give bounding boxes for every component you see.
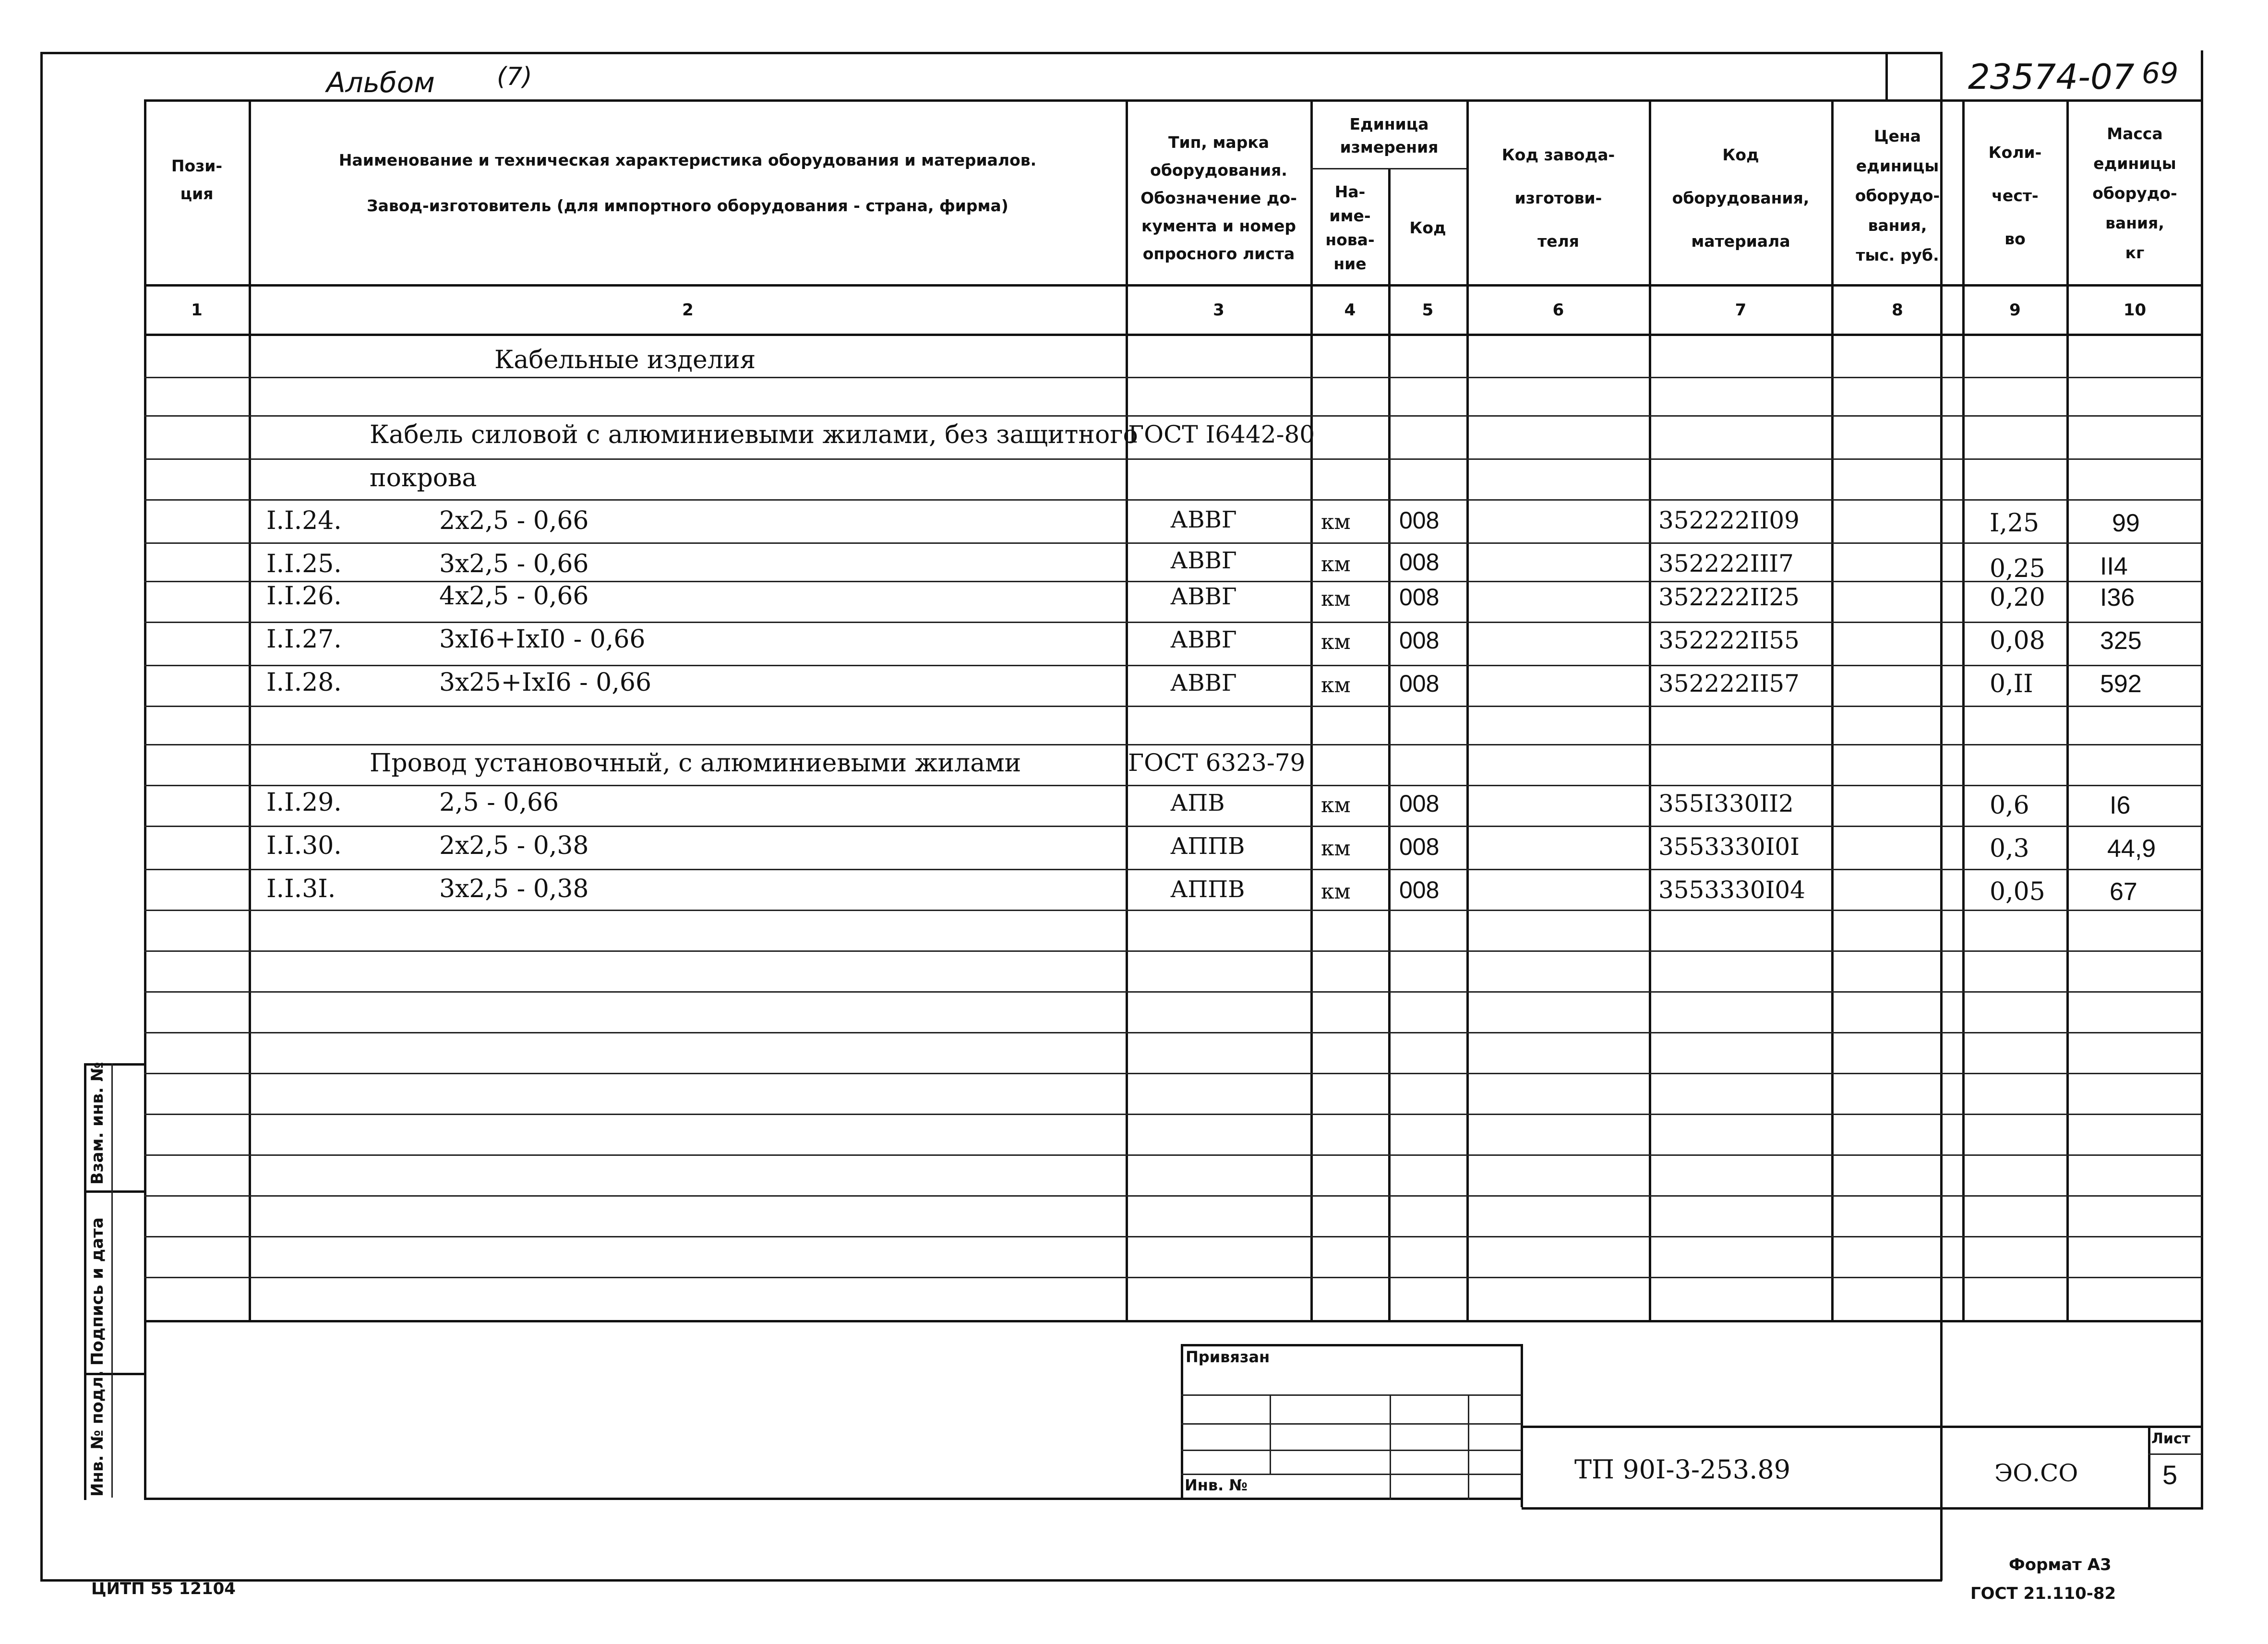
row-unit-code: 008 bbox=[1399, 507, 1440, 534]
stamp-inv-no: Инв. № bbox=[1185, 1476, 1248, 1494]
project-code: ТП 90I-3-253.89 bbox=[1574, 1454, 1791, 1485]
colnum-9: 9 bbox=[2009, 300, 2021, 320]
row-type: АПВ bbox=[1170, 790, 1225, 816]
row-line bbox=[144, 415, 2202, 417]
row-name: 2х2,5 - 0,38 bbox=[439, 831, 589, 860]
row-quantity: 0,25 bbox=[1990, 554, 2045, 583]
header-unit-group: Единица измерения bbox=[1340, 114, 1439, 156]
row-position: I.I.29. bbox=[266, 788, 342, 817]
title-block-top bbox=[1522, 1426, 2202, 1428]
row-mass: 44,9 bbox=[2107, 835, 2156, 863]
row-line bbox=[144, 1073, 2202, 1074]
side-label-inv-podl: Инв. № подл. bbox=[88, 1370, 107, 1497]
row-position: I.I.3I. bbox=[266, 875, 336, 903]
row-line bbox=[144, 1154, 2202, 1156]
stamp-line bbox=[1181, 1394, 1522, 1396]
outer-frame-top bbox=[40, 52, 1942, 54]
row-name: 3х2,5 - 0,66 bbox=[439, 550, 589, 578]
row-line bbox=[144, 1195, 2202, 1197]
header-col-1: Пози- ция bbox=[171, 156, 223, 203]
row-position: I.I.28. bbox=[266, 668, 342, 697]
colnum-8: 8 bbox=[1892, 300, 1903, 320]
row-type: АВВГ bbox=[1170, 626, 1237, 653]
colnum-1: 1 bbox=[191, 300, 203, 320]
header-col-2-line2: Завод-изготовитель (для импортного оборудования - страна, фирма) bbox=[367, 196, 1008, 215]
colnum-6: 6 bbox=[1552, 300, 1564, 320]
format-label: Формат А3 bbox=[2009, 1555, 2112, 1574]
sheet-box-left bbox=[2148, 1426, 2150, 1507]
row-mass: I6 bbox=[2110, 792, 2131, 819]
col-divider-9 bbox=[2066, 99, 2069, 1321]
album-label: Альбом bbox=[326, 66, 435, 99]
header-col-4: На- име- нова- ние bbox=[1325, 182, 1375, 273]
row-name: 3х25+IхI6 - 0,66 bbox=[439, 668, 652, 697]
row-line bbox=[144, 706, 2202, 707]
side-stamp-inner bbox=[111, 1063, 113, 1498]
colnum-2: 2 bbox=[682, 300, 694, 320]
row-line bbox=[144, 1277, 2202, 1278]
col-divider-5 bbox=[1466, 99, 1469, 1321]
row-unit-code: 008 bbox=[1399, 670, 1440, 697]
row-line bbox=[144, 377, 2202, 378]
header-bottom bbox=[144, 284, 2202, 287]
row-type: АВВГ bbox=[1170, 670, 1237, 696]
row-position: I.I.27. bbox=[266, 625, 342, 654]
section-code: ЭО.СО bbox=[1994, 1459, 2078, 1487]
row-type: АППВ bbox=[1170, 876, 1245, 903]
colnum-4: 4 bbox=[1344, 300, 1356, 320]
row-unit: км bbox=[1321, 836, 1351, 861]
side-stamp-left bbox=[84, 1063, 86, 1500]
row-line bbox=[144, 665, 2202, 666]
row-unit: км bbox=[1321, 630, 1351, 654]
row-unit-code: 008 bbox=[1399, 584, 1440, 611]
header-col-6: Код завода- изготови- теля bbox=[1501, 145, 1615, 251]
row-item-code: 352222IIІ7 bbox=[1658, 550, 1794, 577]
row-mass: 325 bbox=[2100, 627, 2142, 655]
table-bottom-right bbox=[1522, 1507, 2202, 1510]
row-line bbox=[144, 910, 2202, 911]
stamp-line bbox=[1181, 1474, 1522, 1475]
colnum-10: 10 bbox=[2123, 300, 2147, 320]
table-top-border bbox=[144, 99, 2202, 102]
row-position: I.I.25. bbox=[266, 550, 342, 578]
row-mass: 99 bbox=[2112, 509, 2140, 537]
row-unit-code: 008 bbox=[1399, 549, 1440, 576]
row-name: 3хI6+IхI0 - 0,66 bbox=[439, 625, 646, 654]
page-box-divider bbox=[1885, 52, 1888, 100]
row-type: АВВГ bbox=[1170, 547, 1237, 574]
row-name: 2х2,5 - 0,66 bbox=[439, 506, 589, 535]
stamp-vline bbox=[1270, 1394, 1271, 1474]
outer-frame-left bbox=[40, 52, 43, 1581]
publisher-label: ЦИТП 55 12104 bbox=[91, 1579, 236, 1598]
stamp-left bbox=[1181, 1344, 1183, 1500]
col-divider-8 bbox=[1962, 99, 1965, 1321]
row-line bbox=[144, 458, 2202, 460]
col-divider-2 bbox=[1126, 99, 1128, 1321]
row-position: I.I.26. bbox=[266, 582, 342, 611]
row-unit-code: 008 bbox=[1399, 876, 1440, 903]
row-line bbox=[144, 785, 2202, 786]
row-unit: км bbox=[1321, 793, 1351, 817]
row-name: 2,5 - 0,66 bbox=[439, 788, 559, 817]
header-col-8: Цена единицы оборудо- вания, тыс. руб. bbox=[1855, 126, 1940, 264]
section-cable-products: Кабельные изделия bbox=[494, 346, 756, 374]
stamp-line bbox=[1181, 1423, 1522, 1425]
row-item-code: 3553330I04 bbox=[1658, 876, 1806, 904]
row-mass: 67 bbox=[2110, 878, 2137, 906]
row-line bbox=[144, 950, 2202, 952]
row-line bbox=[144, 1236, 2202, 1237]
side-stamp-divider-1 bbox=[84, 1190, 145, 1193]
page-number: 69 bbox=[2142, 57, 2179, 90]
side-label-vzam: Взам. инв. № bbox=[88, 1062, 107, 1185]
col-divider-6 bbox=[1649, 99, 1651, 1321]
row-line bbox=[144, 542, 2202, 544]
row-mass: 592 bbox=[2100, 670, 2142, 698]
side-label-podpis: Подпись и дата bbox=[88, 1217, 107, 1366]
row-mass: I36 bbox=[2100, 584, 2135, 612]
stamp-privyazan: Привязан bbox=[1186, 1348, 1270, 1366]
gost-label: ГОСТ 21.110-82 bbox=[1970, 1584, 2116, 1603]
section-power-cable-line1: Кабель силовой с алюминиевыми жилами, без защитного bbox=[370, 420, 1138, 449]
row-unit: км bbox=[1321, 673, 1351, 697]
outer-frame-right bbox=[1940, 52, 1943, 1581]
row-line bbox=[144, 1032, 2202, 1033]
row-quantity: 0,20 bbox=[1990, 583, 2045, 612]
colnum-7: 7 bbox=[1735, 300, 1747, 320]
row-position: I.I.24. bbox=[266, 506, 342, 535]
row-item-code: 3553330I0I bbox=[1658, 833, 1800, 861]
row-line bbox=[144, 1114, 2202, 1115]
row-unit-code: 008 bbox=[1399, 790, 1440, 817]
album-number: (7) bbox=[497, 62, 532, 91]
sheet-number: 5 bbox=[2162, 1460, 2178, 1490]
header-col-5: Код bbox=[1409, 218, 1446, 237]
header-col-9: Коли- чест- во bbox=[1988, 143, 2042, 248]
row-line bbox=[144, 499, 2202, 501]
row-quantity: 0,3 bbox=[1990, 834, 2029, 863]
row-unit: км bbox=[1321, 879, 1351, 904]
sheet-label: Лист bbox=[2151, 1430, 2191, 1447]
stamp-vline bbox=[1390, 1394, 1391, 1500]
row-quantity: 0,6 bbox=[1990, 791, 2029, 820]
col-divider-1 bbox=[249, 99, 251, 1321]
row-line bbox=[144, 991, 2202, 993]
section-power-cable-line2: покрова bbox=[370, 464, 477, 492]
row-unit: км bbox=[1321, 552, 1351, 576]
table-body-bottom bbox=[144, 1320, 2202, 1322]
header-col-7: Код оборудования, материала bbox=[1672, 145, 1810, 251]
section-wire-title: Провод установочный, с алюминиевыми жилами bbox=[370, 749, 1021, 778]
row-item-code: 352222II09 bbox=[1658, 506, 1800, 534]
row-line bbox=[144, 744, 2202, 745]
row-item-code: 352222II25 bbox=[1658, 583, 1800, 611]
unit-group-divider bbox=[1310, 168, 1466, 169]
colnum-bottom bbox=[144, 334, 2202, 336]
table-right-border bbox=[2201, 50, 2203, 1510]
row-line bbox=[144, 869, 2202, 870]
row-quantity: 0,08 bbox=[1990, 626, 2045, 655]
row-line bbox=[144, 622, 2202, 623]
header-col-10: Масса единицы оборудо- вания, кг bbox=[2092, 124, 2177, 262]
stamp-line bbox=[1181, 1450, 1522, 1451]
row-type: АВВГ bbox=[1170, 506, 1237, 533]
row-type: АВВГ bbox=[1170, 583, 1237, 610]
colnum-5: 5 bbox=[1422, 300, 1434, 320]
row-unit: км bbox=[1321, 510, 1351, 534]
row-type: АППВ bbox=[1170, 833, 1245, 860]
row-mass: II4 bbox=[2100, 552, 2128, 580]
row-name: 4х2,5 - 0,66 bbox=[439, 582, 589, 611]
row-unit-code: 008 bbox=[1399, 627, 1440, 654]
row-item-code: 352222II55 bbox=[1658, 626, 1800, 654]
row-line bbox=[144, 826, 2202, 827]
header-col-3: Тип, марка оборудования. Обозначение до- кумента и номер опросного листа bbox=[1140, 132, 1297, 263]
sheet-box-divider bbox=[2148, 1453, 2202, 1455]
row-name: 3х2,5 - 0,38 bbox=[439, 875, 589, 903]
stamp-top bbox=[1181, 1344, 1522, 1346]
col-divider-7 bbox=[1831, 99, 1834, 1321]
section-wire-gost: ГОСТ 6323-79 bbox=[1128, 749, 1306, 777]
outer-frame-bottom bbox=[40, 1579, 1942, 1582]
colnum-3: 3 bbox=[1213, 300, 1224, 320]
header-col-2-line1: Наименование и техническая характеристика оборудования и материалов. bbox=[338, 151, 1037, 169]
row-quantity: 0,II bbox=[1990, 670, 2033, 698]
document-number: 23574-07 bbox=[1968, 57, 2135, 97]
row-unit-code: 008 bbox=[1399, 833, 1440, 860]
stamp-vline bbox=[1468, 1394, 1469, 1500]
row-quantity: 0,05 bbox=[1990, 877, 2045, 906]
row-unit: км bbox=[1321, 587, 1351, 611]
row-item-code: 355I330II2 bbox=[1658, 790, 1794, 817]
row-quantity: I,25 bbox=[1990, 509, 2040, 538]
section-power-cable-gost: ГОСТ I6442-80 bbox=[1128, 420, 1315, 448]
row-position: I.I.30. bbox=[266, 831, 342, 860]
table-bottom-left bbox=[144, 1498, 1522, 1500]
row-item-code: 352222II57 bbox=[1658, 670, 1800, 697]
